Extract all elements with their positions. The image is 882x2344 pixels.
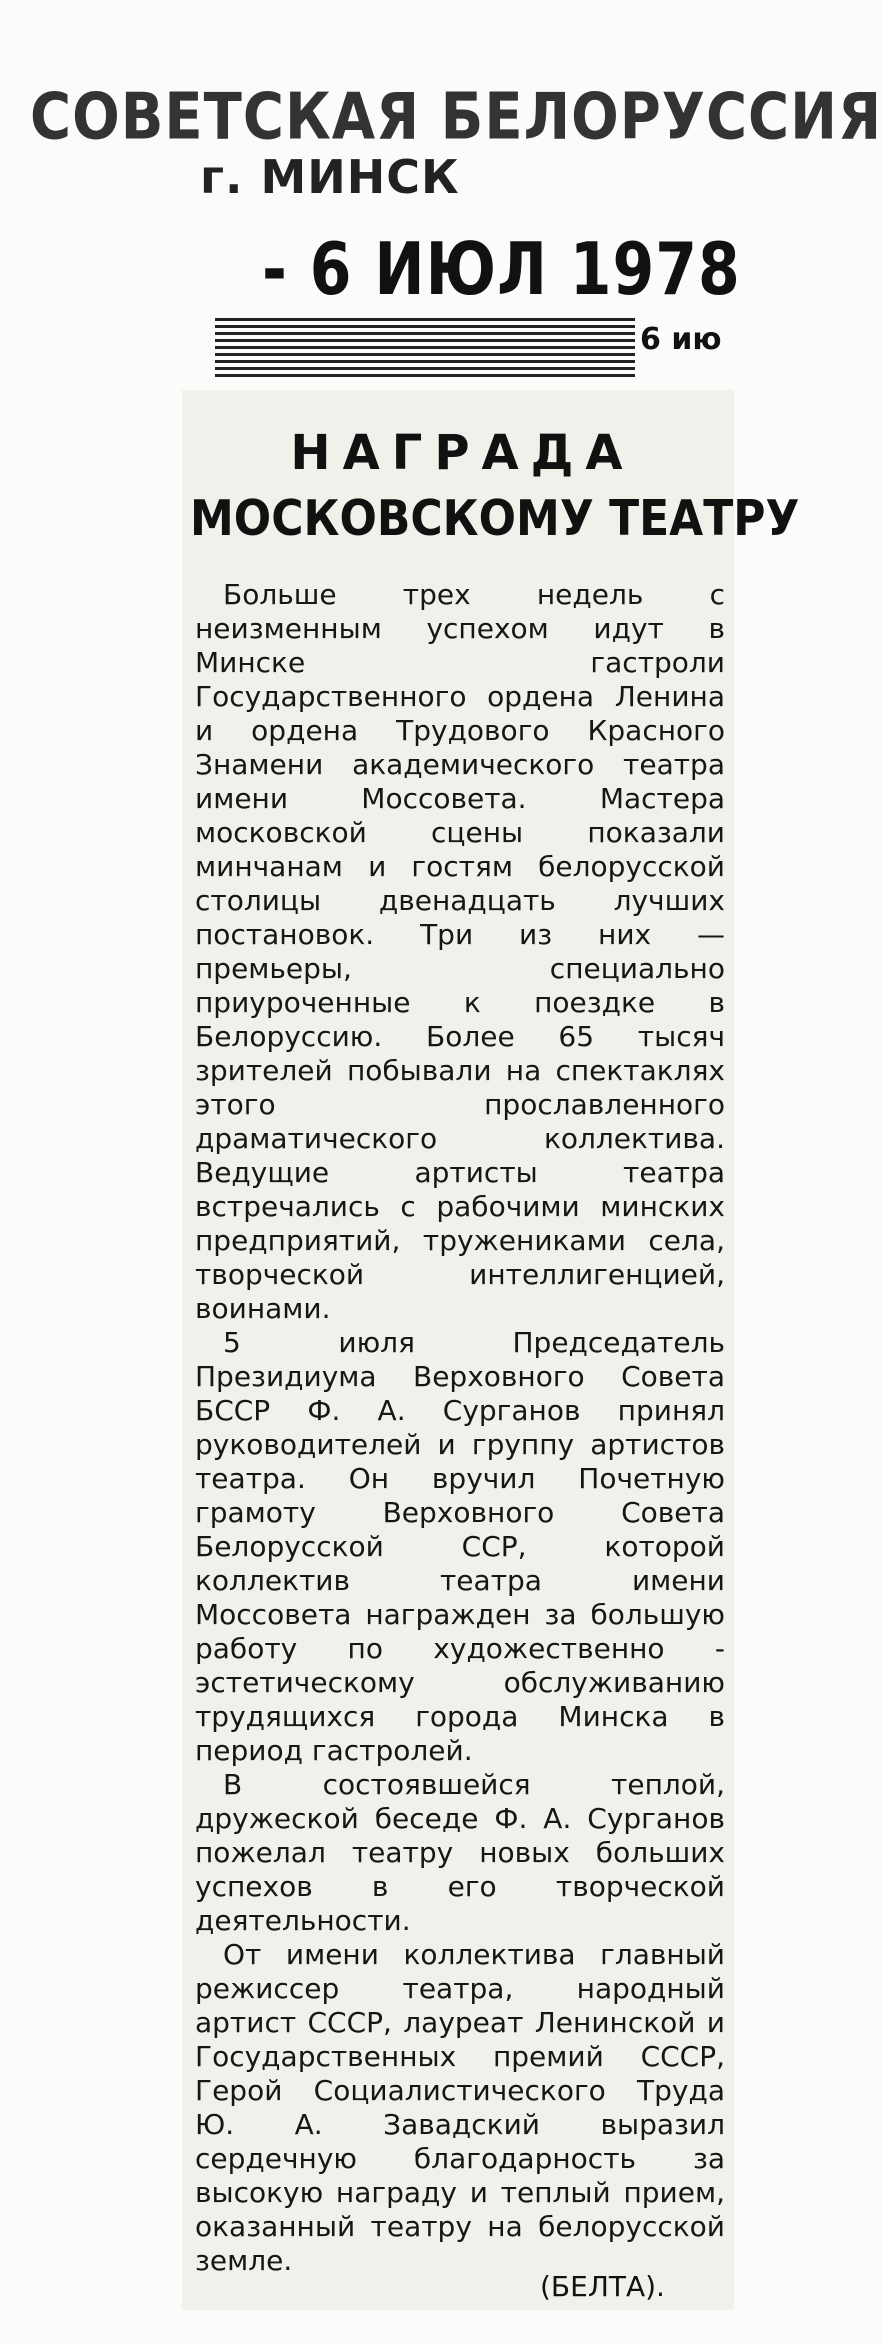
headline-line-1: НАГРАДА: [290, 425, 635, 481]
headline-line-2: МОСКОВСКОМУ ТЕАТРУ: [190, 490, 800, 548]
agency-signature: (БЕЛТА).: [540, 2270, 665, 2303]
header-rule-lines: [215, 318, 635, 378]
article-body: [195, 578, 725, 2278]
date-stamp: - 6 ИЮЛ 1978: [262, 228, 741, 312]
corner-date: 6 ию: [640, 322, 722, 357]
newspaper-name-stamp: СОВЕТСКАЯ БЕЛОРУССИЯ: [30, 80, 882, 155]
paragraph: Больше трех недель с неизменным успехом идут в Минске гастроли Государственного ордена Ленина и ордена Трудового Красного Знамени академического театра имени Моссовета. Мастера московской сцены показали минчанам и гостям белорусской столицы двенадцать лучших постановок. Три из них — премьеры, специально приуроченные к поездке в Белоруссию. Более 65 тысяч зрителей побывали на спектаклях этого прославленного драматического коллектива. Ведущие артисты театра встречались с рабочими минских предприятий, тружениками села, творческой интеллигенцией, воинами.: [195, 578, 725, 1325]
paragraph: 5 июля Председатель Президиума Верховного Совета БССР Ф. А. Сурганов принял руководителей и группу артистов театра. Он вручил Почетную грамоту Верховного Совета Белорусской ССР, которой коллектив театра имени Моссовета награжден за большую работу по художественно - эстетическому обслуживанию трудящихся города Минска в период гастролей.: [195, 1326, 725, 1767]
paragraph: В состоявшейся теплой, дружеской беседе Ф. А. Сурганов пожелал театру новых больших успехов в его творческой деятельности.: [195, 1768, 725, 1937]
paragraph: От имени коллектива главный режиссер театра, народный артист СССР, лауреат Ленинской и Государственных премий СССР, Герой Социалистического Труда Ю. А. Завадский выразил сердечную благодарность за высокую награду и теплый прием, оказанный театру на белорусской земле.: [195, 1938, 725, 2277]
city-stamp: г. МИНСК: [200, 150, 460, 204]
